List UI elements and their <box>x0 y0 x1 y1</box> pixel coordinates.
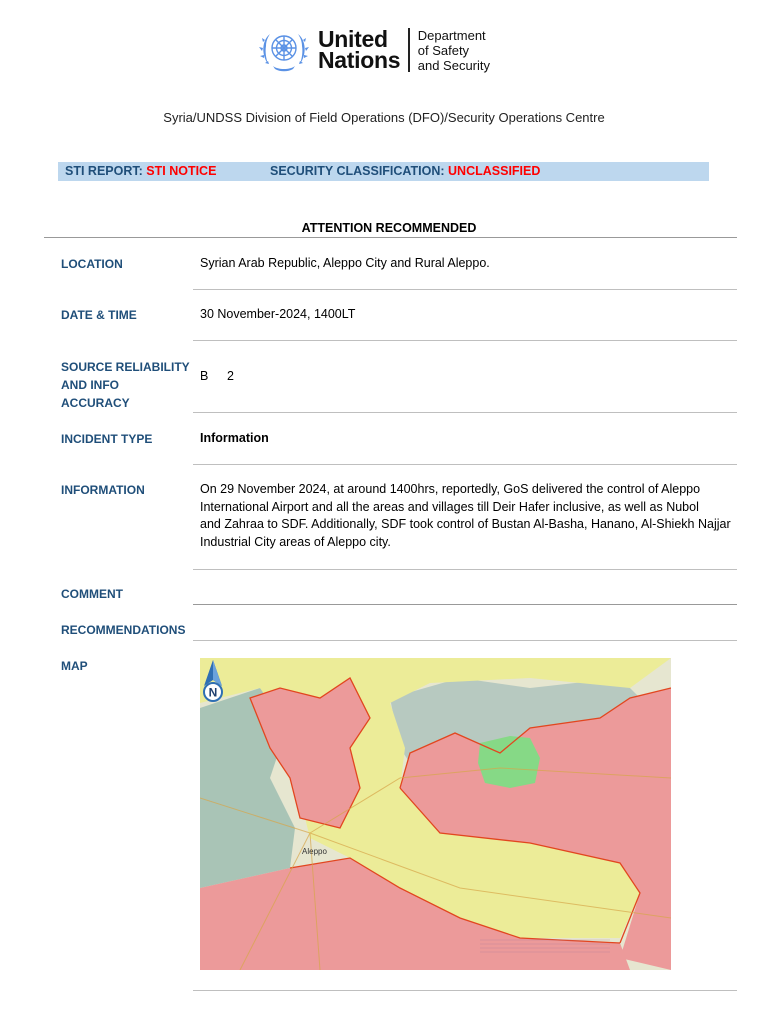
un-name-line1: United <box>318 26 388 52</box>
information-text <box>200 481 731 551</box>
row-divider <box>193 340 737 341</box>
un-name <box>318 26 401 73</box>
recommendations-label: RECOMMENDATIONS <box>61 623 186 637</box>
dept-line2: of Safety <box>417 42 470 58</box>
dept-line1: Department <box>417 27 486 43</box>
information-line: International Airport and all the areas and villages till Deir Hafer inclusive, as well as Nubol <box>200 499 699 514</box>
source-label-line2: AND INFO <box>61 378 119 392</box>
un-name-line2: Nations <box>318 47 401 73</box>
row-divider <box>193 412 737 413</box>
information-line: On 29 November 2024, at around 1400hrs, reportedly, GoS delivered the control of Aleppo <box>200 482 701 496</box>
green-zone <box>478 736 540 788</box>
dept-line3: and Security <box>417 57 491 73</box>
sti-report <box>65 162 216 181</box>
map-city-label: Aleppo <box>302 847 327 856</box>
datetime-value: 30 November-2024, 1400LT <box>200 307 356 321</box>
row-divider <box>193 289 737 290</box>
table-top-rule <box>44 237 737 238</box>
row-divider <box>193 640 737 641</box>
sti-report-bar <box>58 162 709 181</box>
row-divider <box>193 464 737 465</box>
un-emblem-icon <box>256 24 312 76</box>
information-line: and Zahraa to SDF. Additionally, SDF took control of Bustan Al-Basha, Hanano, Al-Shiekh Najjar <box>200 517 731 531</box>
map-label: MAP <box>61 659 88 673</box>
north-letter: N <box>208 685 218 700</box>
sti-report-value: STI NOTICE <box>146 164 217 178</box>
location-label: LOCATION <box>61 257 123 271</box>
control-map-svg <box>200 658 671 970</box>
source-reliability-label <box>61 358 190 412</box>
logo-divider <box>408 28 410 72</box>
datetime-label: DATE & TIME <box>61 308 137 322</box>
row-divider <box>193 604 737 605</box>
control-map <box>200 658 671 970</box>
classification-value: UNCLASSIFIED <box>448 164 541 178</box>
information-label: INFORMATION <box>61 483 145 497</box>
incident-type-label: INCIDENT TYPE <box>61 432 153 446</box>
attention-heading: ATTENTION RECOMMENDED <box>301 221 477 235</box>
incident-type-value: Information <box>200 431 269 445</box>
table-bottom-rule <box>193 990 737 991</box>
division-title: Syria/UNDSS Division of Field Operations (DFO)/Security Operations Centre <box>163 110 605 125</box>
comment-label: COMMENT <box>61 587 123 601</box>
department-name <box>418 28 490 73</box>
source-reliability-value: B <box>200 369 209 383</box>
location-value: Syrian Arab Republic, Aleppo City and Rural Aleppo. <box>200 256 490 270</box>
information-line: Industrial City areas of Aleppo city. <box>200 534 391 549</box>
classification-label: SECURITY CLASSIFICATION: <box>270 164 445 178</box>
un-dss-logo <box>256 24 490 76</box>
sti-report-label: STI REPORT: <box>65 164 143 178</box>
info-accuracy-value: 2 <box>227 369 234 383</box>
source-label-line3: ACCURACY <box>61 396 130 410</box>
row-divider <box>193 569 737 570</box>
security-classification <box>270 162 540 181</box>
source-label-line1: SOURCE RELIABILITY <box>61 360 190 374</box>
